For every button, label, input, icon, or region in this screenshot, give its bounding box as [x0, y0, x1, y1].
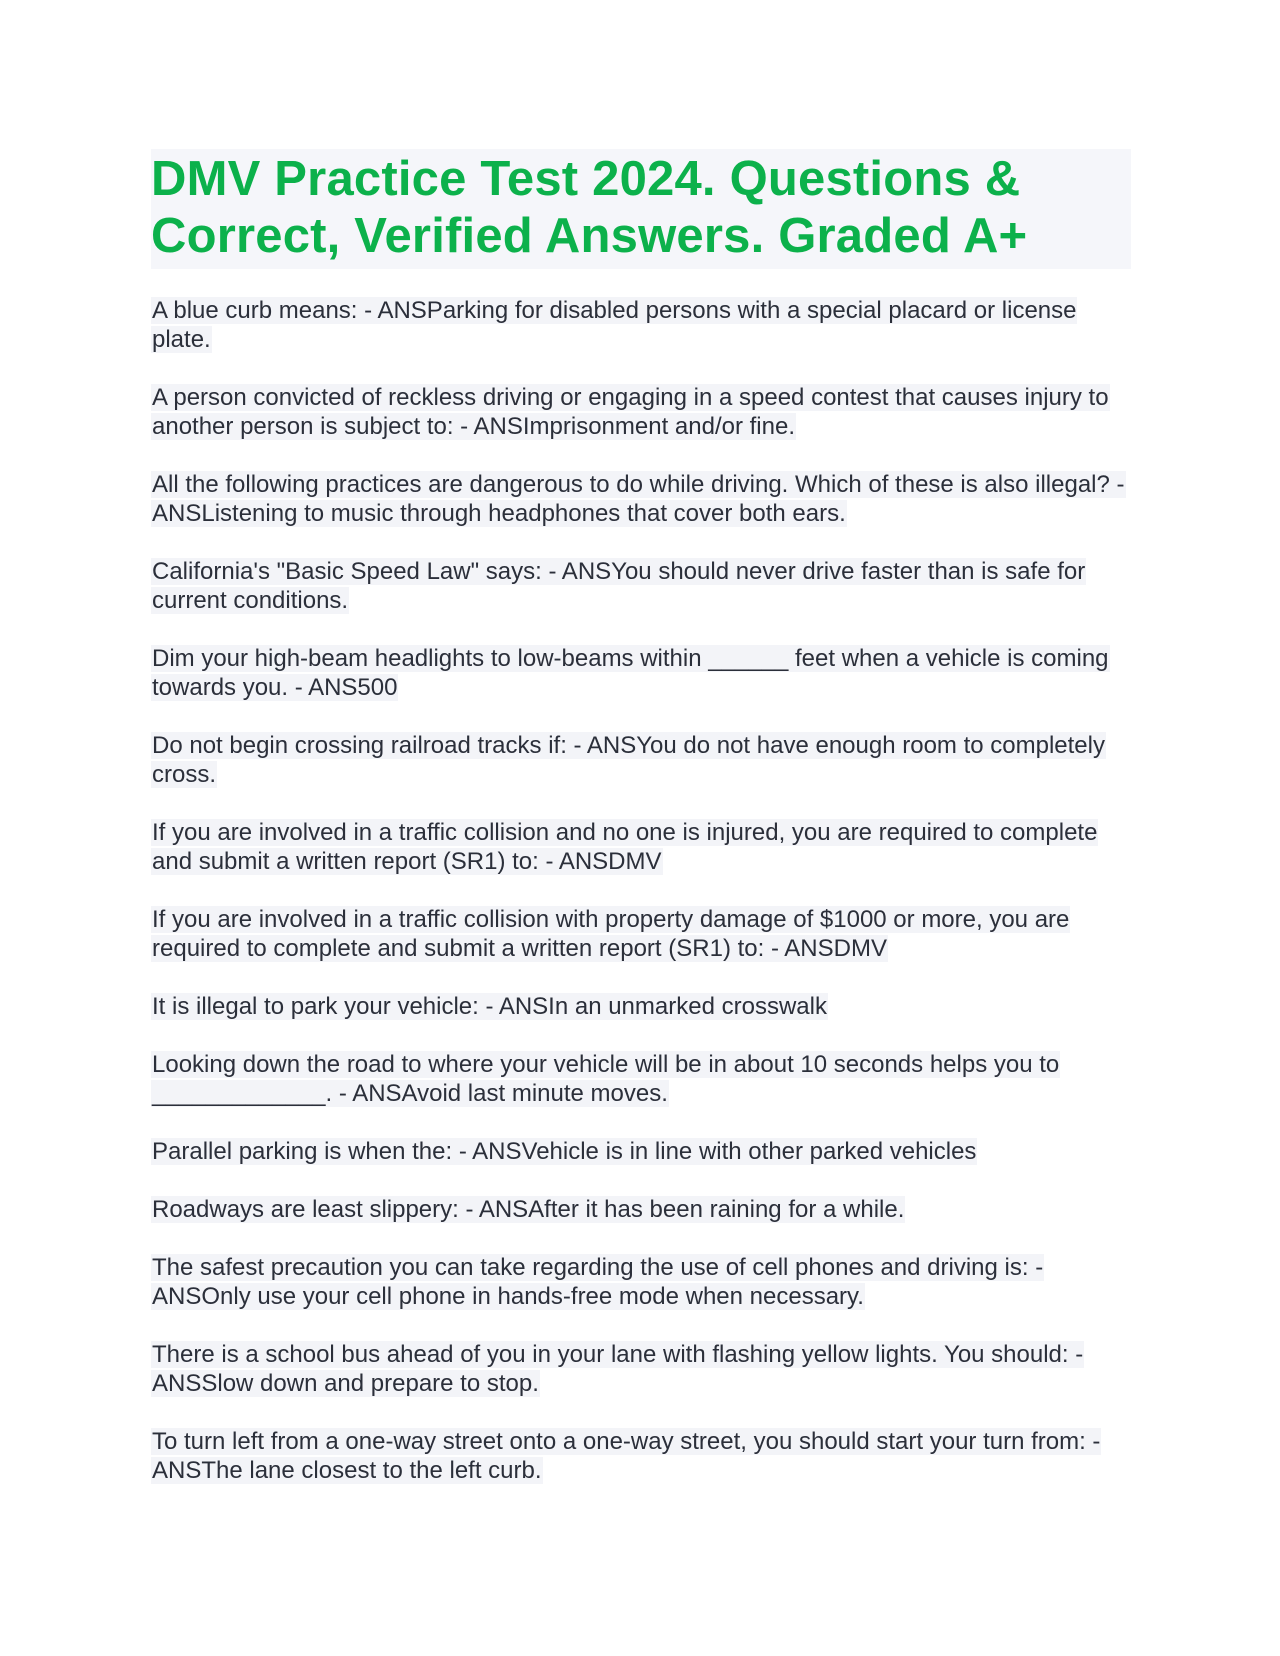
qa-text: A blue curb means: - ANSParking for disabled persons with a special placard or license plate.	[152, 297, 1077, 353]
qa-item	[151, 1050, 1131, 1108]
qa-text: There is a school bus ahead of you in your lane with flashing yellow lights. You should: - ANSSlow down and prepare to stop.	[152, 1341, 1084, 1397]
qa-list	[151, 296, 1131, 1485]
qa-item	[151, 557, 1131, 615]
qa-text: California's "Basic Speed Law" says: - ANSYou should never drive faster than is safe for current conditions.	[152, 558, 1086, 614]
qa-item	[151, 1253, 1131, 1311]
qa-text: The safest precaution you can take regarding the use of cell phones and driving is: - ANSOnly use your cell phone in hands-free mode when necessary.	[152, 1254, 1044, 1310]
qa-text: It is illegal to park your vehicle: - ANSIn an unmarked crosswalk	[152, 993, 827, 1020]
qa-item	[151, 296, 1131, 354]
qa-item	[151, 383, 1131, 441]
qa-text: To turn left from a one-way street onto a one-way street, you should start your turn from: - ANSThe lane closest to the left curb.	[152, 1428, 1101, 1484]
qa-text: A person convicted of reckless driving or engaging in a speed contest that causes injury to another person is subject to: - ANSImprisonment and/or fine.	[152, 384, 1109, 440]
qa-text: Dim your high-beam headlights to low-beams within ______ feet when a vehicle is coming towards you. - ANS500	[152, 645, 1109, 701]
document-content	[151, 149, 1131, 1514]
qa-text: If you are involved in a traffic collision with property damage of $1000 or more, you are required to complete and submit a written report (SR1) to: - ANSDMV	[152, 906, 1070, 962]
qa-item	[151, 1427, 1131, 1485]
qa-item	[151, 731, 1131, 789]
qa-text: All the following practices are dangerous to do while driving. Which of these is also illegal? - ANSListening to music through headphones that cover both ears.	[152, 471, 1125, 527]
qa-item	[151, 905, 1131, 963]
qa-text: Roadways are least slippery: - ANSAfter it has been raining for a while.	[152, 1196, 905, 1223]
qa-item	[151, 1137, 1131, 1166]
qa-item	[151, 1195, 1131, 1224]
title-block	[151, 149, 1131, 269]
qa-text: Looking down the road to where your vehicle will be in about 10 seconds helps you to _____________. - ANSAvoid last minute moves.	[152, 1051, 1060, 1107]
qa-text: If you are involved in a traffic collision and no one is injured, you are required to complete and submit a written report (SR1) to: - ANSDMV	[152, 819, 1098, 875]
qa-text: Parallel parking is when the: - ANSVehicle is in line with other parked vehicles	[152, 1138, 977, 1165]
qa-item	[151, 1340, 1131, 1398]
qa-item	[151, 992, 1131, 1021]
qa-item	[151, 644, 1131, 702]
qa-item	[151, 470, 1131, 528]
qa-text: Do not begin crossing railroad tracks if: - ANSYou do not have enough room to completely cross.	[152, 732, 1105, 788]
qa-item	[151, 818, 1131, 876]
page-title: DMV Practice Test 2024. Questions & Correct, Verified Answers. Graded A+	[151, 152, 1028, 263]
